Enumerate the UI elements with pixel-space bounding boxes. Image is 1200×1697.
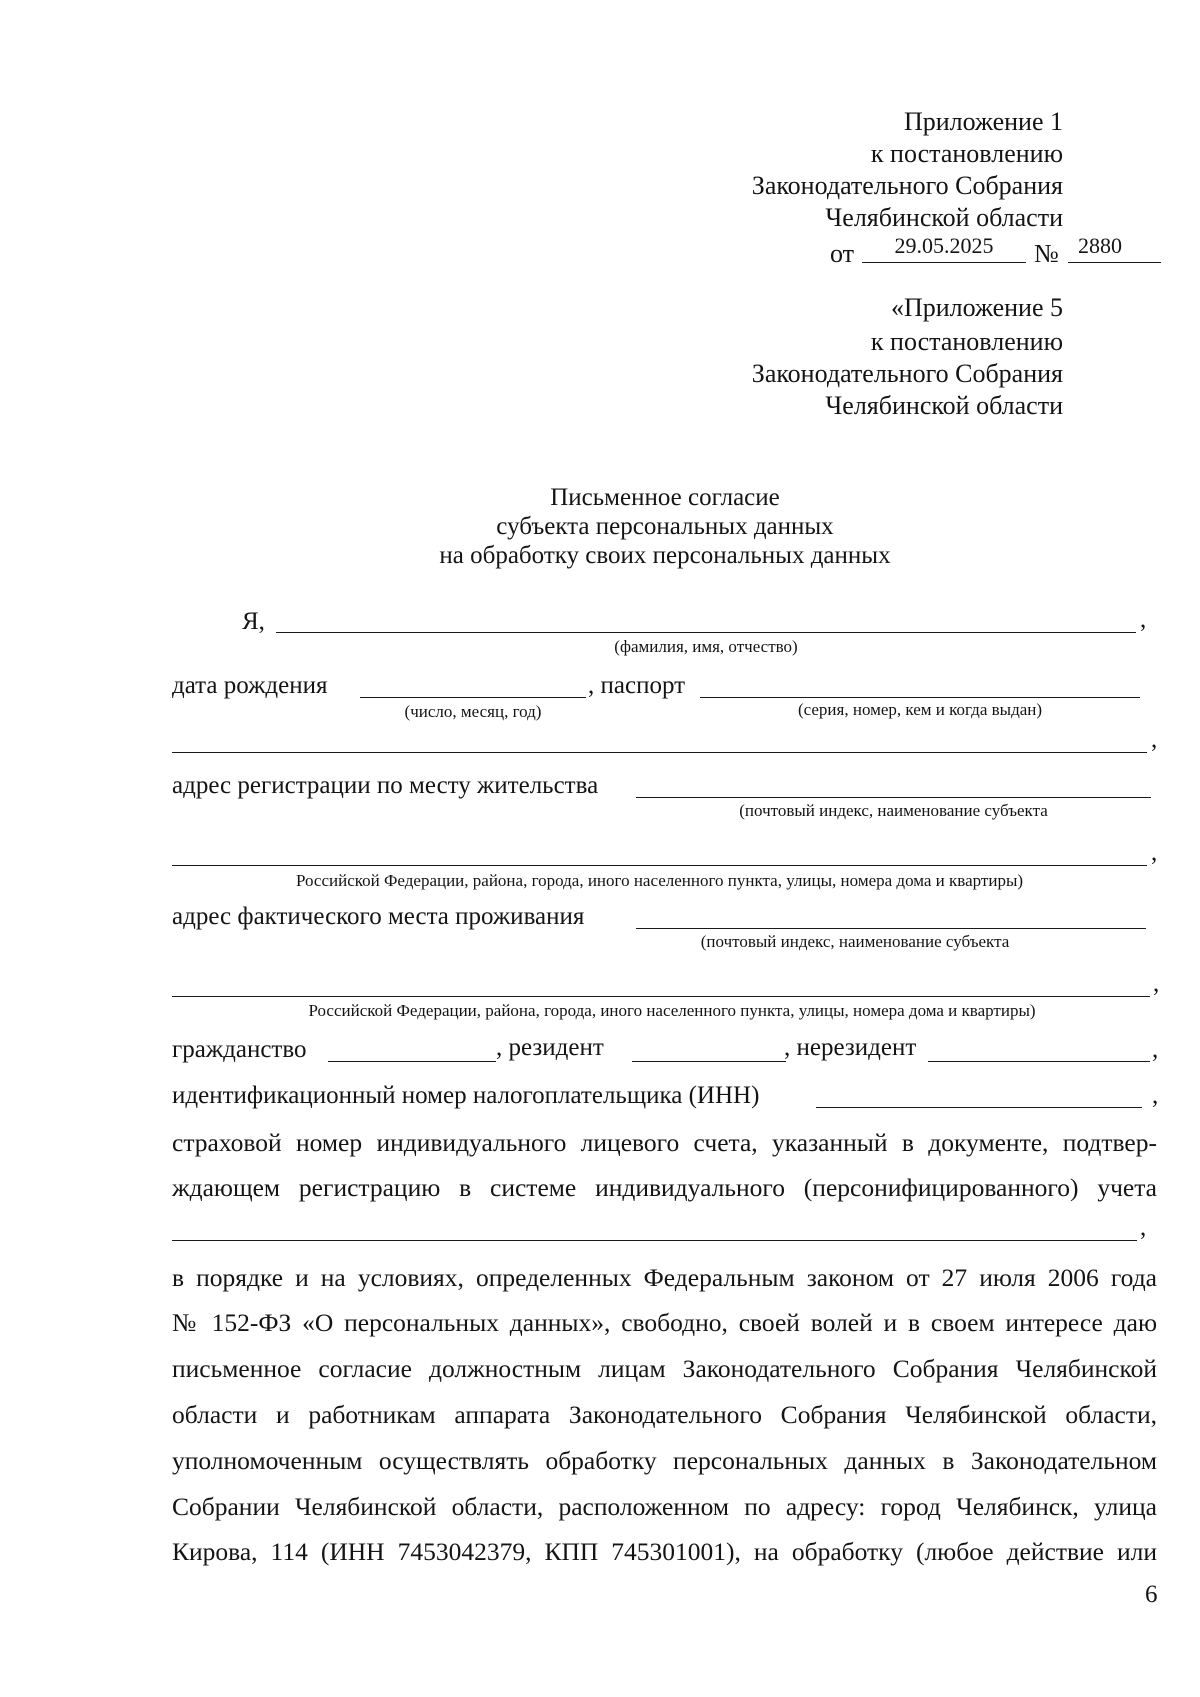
citizenship-label: гражданство [172, 1036, 307, 1063]
body-line-5: уполномоченным осуществлять обработку персональных данных в Законодательном [172, 1446, 1157, 1475]
registration-address-hint-1: (почтовый индекс, наименование субъекта [739, 801, 1048, 820]
passport-continuation-field[interactable] [172, 752, 1147, 753]
actual-address-hint-1: (почтовый индекс, наименование субъекта [700, 932, 1010, 951]
resident-field[interactable] [632, 1061, 786, 1062]
registration-address-field[interactable] [636, 797, 1151, 798]
snils-field[interactable] [172, 1240, 1137, 1241]
title-line-2: субъекта персональных данных [496, 513, 834, 540]
comma: , [1140, 1214, 1147, 1241]
comma: , [1140, 606, 1147, 633]
title-line-3: на обработку своих персональных данных [439, 542, 891, 569]
comma: , [1152, 1082, 1159, 1109]
passport-label: , паспорт [588, 672, 686, 699]
body-line-2: № 152-ФЗ «О персональных данных», свободно, своей волей и в своем интересе даю [172, 1308, 1157, 1337]
comma: , [1152, 1036, 1159, 1063]
actual-address-hint-2: Российской Федерации, района, города, иного населенного пункта, улицы, номера дома и квартиры) [308, 1001, 1036, 1020]
body-line-7: Кирова, 114 (ИНН 7453042379, КПП 745301001), на обработку (любое действие или [172, 1537, 1157, 1566]
body-line-1: в порядке и на условиях, определенных Федеральным законом от 27 июля 2006 года [172, 1263, 1157, 1292]
appendix-5-line4: Челябинской области [825, 391, 1063, 420]
passport-hint: (серия, номер, кем и когда выдан) [797, 700, 1043, 719]
registration-address-hint-2: Российской Федерации, района, города, иного населенного пункта, улицы, номера дома и квартиры) [295, 871, 1024, 890]
number-underline [1068, 262, 1161, 263]
body-line-6: Собрании Челябинской области, расположенном по адресу: город Челябинск, улица [172, 1492, 1157, 1521]
body-line-4: области и работникам аппарата Законодательного Собрания Челябинской области, [172, 1400, 1157, 1429]
inn-field[interactable] [816, 1107, 1142, 1108]
from-label: от [830, 239, 855, 268]
birth-date-field[interactable] [360, 697, 586, 698]
passport-field[interactable] [700, 697, 1140, 698]
title-line-1: Письменное согласие [550, 484, 780, 511]
snils-line-1: страховой номер индивидуального лицевого счета, указанный в документе, подтвер- [172, 1128, 1157, 1157]
page-number: 6 [1145, 1581, 1158, 1608]
registration-address-continuation-field[interactable] [172, 865, 1147, 866]
actual-address-field[interactable] [636, 928, 1146, 929]
birth-date-hint: (число, месяц, год) [404, 702, 542, 721]
snils-line-2: ждающем регистрацию в системе индивидуального (персонифицированного) учета [172, 1173, 1157, 1202]
comma: , [1153, 970, 1160, 997]
registration-address-label: адрес регистрации по месту жительства [172, 772, 599, 799]
comma: , [1151, 839, 1158, 866]
actual-address-continuation-field[interactable] [172, 996, 1150, 997]
nonresident-label: , нерезидент [784, 1034, 917, 1061]
appendix-5-line2: к постановлению [870, 327, 1063, 356]
appendix-5-line3: Законодательного Собрания [751, 359, 1063, 388]
resident-label: , резидент [496, 1034, 604, 1061]
inn-label: идентификационный номер налогоплательщика (ИНН) [172, 1082, 760, 1109]
i-label: Я, [242, 608, 265, 635]
appendix-1-line3: Законодательного Собрания [751, 171, 1063, 200]
appendix-1-line4: Челябинской области [825, 203, 1063, 232]
nonresident-field[interactable] [928, 1061, 1150, 1062]
comma: , [1151, 726, 1158, 753]
appendix-5-title: «Приложение 5 [890, 293, 1063, 322]
citizenship-field[interactable] [328, 1061, 496, 1062]
appendix-1-title: Приложение 1 [903, 107, 1063, 136]
date-underline [862, 262, 1026, 263]
body-line-3: письменное согласие должностным лицам Законодательного Собрания Челябинской [172, 1354, 1157, 1383]
actual-address-label: адрес фактического места проживания [172, 903, 585, 930]
number-label: № [1034, 239, 1059, 268]
appendix-1-line2: к постановлению [870, 139, 1063, 168]
full-name-field[interactable] [276, 632, 1136, 633]
resolution-number: 2880 [1078, 233, 1122, 258]
resolution-date: 29.05.2025 [894, 233, 994, 258]
full-name-hint: (фамилия, имя, отчество) [614, 637, 798, 656]
birth-date-label: дата рождения [172, 672, 328, 699]
